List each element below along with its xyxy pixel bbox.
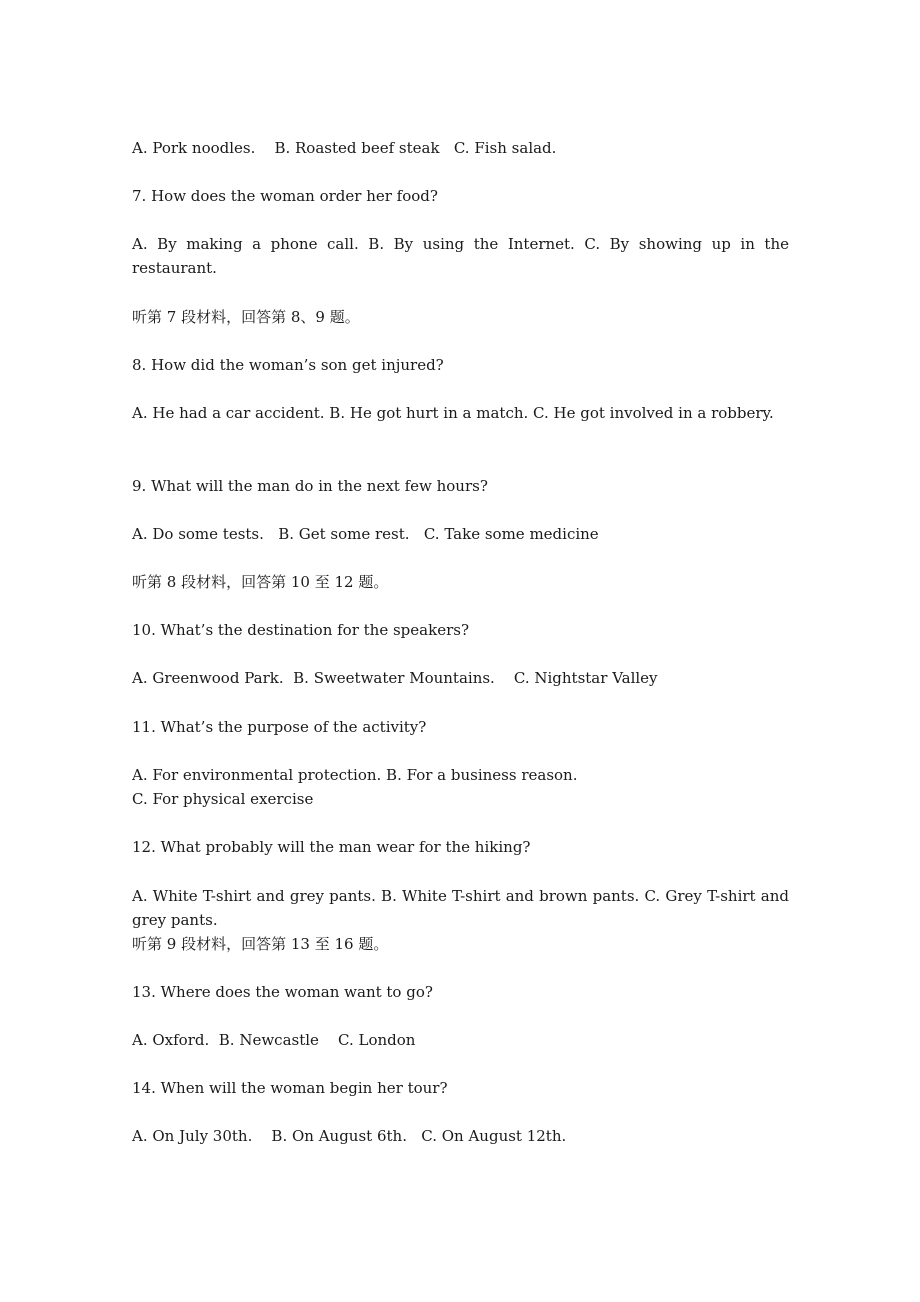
q11-options-ab: A. For environmental protection. B. For a business reason. — [132, 766, 578, 784]
q14-options: A. On July 30th. B. On August 6th. C. On August 12th. — [132, 1127, 567, 1145]
q11-question: 11. What’s the purpose of the activity? — [132, 718, 427, 736]
q7-options: A. By making a phone call. B. By using the Internet. C. By showing up in the restaurant. — [132, 235, 789, 277]
section-9-instruction: 听第 9 段材料，回答第 13 至 16 题。 — [132, 935, 389, 953]
q9-options: A. Do some tests. B. Get some rest. C. Take some medicine — [132, 525, 599, 543]
q14-question: 14. When will the woman begin her tour? — [132, 1079, 448, 1097]
q12-question: 12. What probably will the man wear for the hiking? — [132, 838, 531, 856]
q6-options: A. Pork noodles. B. Roasted beef steak C. Fish salad. — [132, 139, 557, 157]
q13-options: A. Oxford. B. Newcastle C. London — [132, 1031, 416, 1049]
q9-question: 9. What will the man do in the next few hours? — [132, 477, 488, 495]
q12-options: A. White T-shirt and grey pants. B. White T-shirt and brown pants. C. Grey T-shirt and grey pants. — [132, 887, 789, 929]
q7-question: 7. How does the woman order her food? — [132, 187, 438, 205]
section-7-instruction: 听第 7 段材料，回答第 8、9 题。 — [132, 308, 360, 326]
q10-question: 10. What’s the destination for the speakers? — [132, 621, 469, 639]
q8-question: 8. How did the woman’s son get injured? — [132, 356, 444, 374]
q8-options: A. He had a car accident. B. He got hurt in a match. C. He got involved in a robbery. — [132, 404, 774, 422]
q11-option-c: C. For physical exercise — [132, 790, 314, 808]
q13-question: 13. Where does the woman want to go? — [132, 983, 433, 1001]
section-8-instruction: 听第 8 段材料，回答第 10 至 12 题。 — [132, 573, 389, 591]
q10-options: A. Greenwood Park. B. Sweetwater Mountains. C. Nightstar Valley — [132, 669, 658, 687]
